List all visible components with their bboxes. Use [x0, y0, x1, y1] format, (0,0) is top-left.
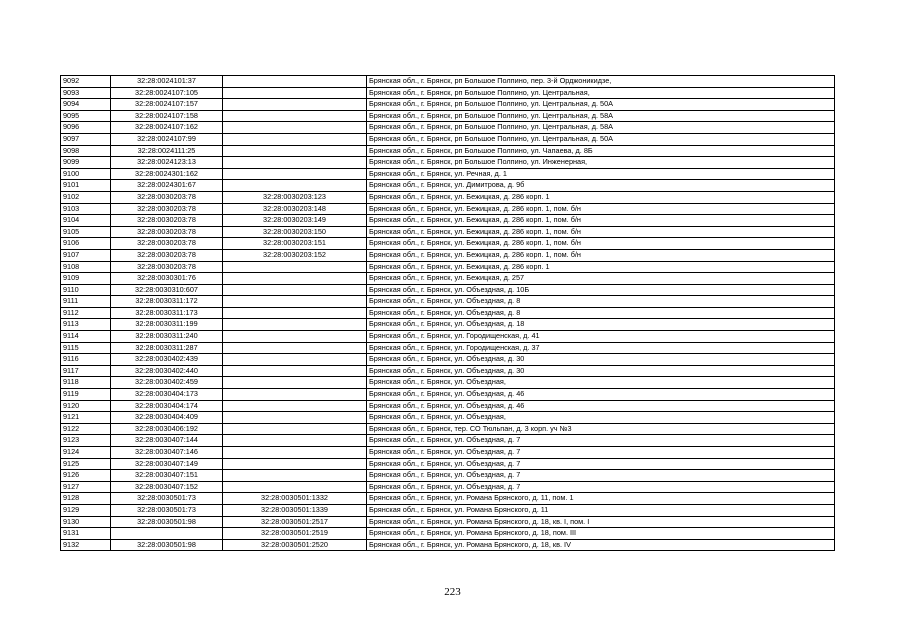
- related-cadastral-number-cell: [223, 435, 367, 447]
- cadastral-number-cell: 32:28:0030311:172: [111, 296, 223, 308]
- address-cell: Брянская обл., г. Брянск, ул. Городищенская, д. 41: [367, 331, 835, 343]
- table-row: [61, 412, 835, 424]
- address-cell: Брянская обл., г. Брянск, ул. Объездная, д. 7: [367, 481, 835, 493]
- address-cell: Брянская обл., г. Брянск, рп Большое Полпино, ул. Центральная, д. 50А: [367, 99, 835, 111]
- table-row: [61, 319, 835, 331]
- cadastral-number-cell: 32:28:0024101:37: [111, 76, 223, 88]
- table-row: [61, 365, 835, 377]
- related-cadastral-number-cell: [223, 389, 367, 401]
- table-row: [61, 528, 835, 540]
- cadastral-number-cell: 32:28:0030406:192: [111, 423, 223, 435]
- record-number-cell: 9130: [61, 516, 111, 528]
- related-cadastral-number-cell: 32:28:0030501:2519: [223, 528, 367, 540]
- record-number-cell: 9120: [61, 400, 111, 412]
- cadastral-number-cell: 32:28:0030407:146: [111, 447, 223, 459]
- cadastral-number-cell: 32:28:0030310:607: [111, 284, 223, 296]
- cadastral-number-cell: 32:28:0030402:459: [111, 377, 223, 389]
- related-cadastral-number-cell: [223, 470, 367, 482]
- record-number-cell: 9108: [61, 261, 111, 273]
- table-row: [61, 458, 835, 470]
- cadastral-number-cell: 32:28:0030203:78: [111, 261, 223, 273]
- address-cell: Брянская обл., г. Брянск, ул. Городищенская, д. 37: [367, 342, 835, 354]
- cadastral-number-cell: 32:28:0030402:439: [111, 354, 223, 366]
- address-cell: Брянская обл., г. Брянск, ул. Бежицкая, д. 257: [367, 273, 835, 285]
- address-cell: Брянская обл., г. Брянск, ул. Объездная, д. 18: [367, 319, 835, 331]
- cadastral-number-cell: 32:28:0030404:409: [111, 412, 223, 424]
- related-cadastral-number-cell: 32:28:0030203:149: [223, 215, 367, 227]
- cadastral-number-cell: 32:28:0030407:149: [111, 458, 223, 470]
- table-row: [61, 516, 835, 528]
- record-number-cell: 9127: [61, 481, 111, 493]
- record-number-cell: 9111: [61, 296, 111, 308]
- record-number-cell: 9096: [61, 122, 111, 134]
- address-cell: Брянская обл., г. Брянск, рп Большое Полпино, ул. Центральная,: [367, 87, 835, 99]
- cadastral-number-cell: 32:28:0024107:158: [111, 110, 223, 122]
- cadastral-number-cell: 32:28:0024107:162: [111, 122, 223, 134]
- cadastral-number-cell: 32:28:0030501:73: [111, 493, 223, 505]
- related-cadastral-number-cell: [223, 296, 367, 308]
- table-row: [61, 191, 835, 203]
- cadastral-number-cell: 32:28:0030407:151: [111, 470, 223, 482]
- record-number-cell: 9126: [61, 470, 111, 482]
- address-cell: Брянская обл., г. Брянск, ул. Бежицкая, д. 286 корп. 1, пом. б/н: [367, 215, 835, 227]
- record-number-cell: 9112: [61, 307, 111, 319]
- record-number-cell: 9097: [61, 133, 111, 145]
- record-number-cell: 9093: [61, 87, 111, 99]
- table-row: [61, 354, 835, 366]
- record-number-cell: 9109: [61, 273, 111, 285]
- record-number-cell: 9124: [61, 447, 111, 459]
- record-number-cell: 9100: [61, 168, 111, 180]
- record-number-cell: 9095: [61, 110, 111, 122]
- table-row: [61, 307, 835, 319]
- address-cell: Брянская обл., г. Брянск, ул. Объездная, д. 46: [367, 400, 835, 412]
- record-number-cell: 9094: [61, 99, 111, 111]
- table-row: [61, 539, 835, 551]
- table-row: [61, 157, 835, 169]
- cadastral-number-cell: 32:28:0030501:98: [111, 516, 223, 528]
- cadastral-number-cell: 32:28:0030203:78: [111, 203, 223, 215]
- related-cadastral-number-cell: [223, 157, 367, 169]
- related-cadastral-number-cell: [223, 145, 367, 157]
- table-row: [61, 400, 835, 412]
- cadastral-number-cell: 32:28:0024301:162: [111, 168, 223, 180]
- record-number-cell: 9107: [61, 249, 111, 261]
- related-cadastral-number-cell: 32:28:0030501:2517: [223, 516, 367, 528]
- related-cadastral-number-cell: 32:28:0030203:152: [223, 249, 367, 261]
- cadastral-number-cell: 32:28:0030203:78: [111, 249, 223, 261]
- table-row: [61, 435, 835, 447]
- table-row: [61, 296, 835, 308]
- record-number-cell: 9113: [61, 319, 111, 331]
- cadastral-number-cell: 32:28:0024107:157: [111, 99, 223, 111]
- record-number-cell: 9110: [61, 284, 111, 296]
- register-table-body: [61, 76, 835, 551]
- address-cell: Брянская обл., г. Брянск, ул. Объездная, д. 8: [367, 296, 835, 308]
- record-number-cell: 9129: [61, 504, 111, 516]
- table-row: [61, 110, 835, 122]
- record-number-cell: 9122: [61, 423, 111, 435]
- related-cadastral-number-cell: [223, 331, 367, 343]
- table-row: [61, 168, 835, 180]
- address-cell: Брянская обл., г. Брянск, ул. Бежицкая, д. 286 корп. 1, пом. б/н: [367, 226, 835, 238]
- record-number-cell: 9116: [61, 354, 111, 366]
- related-cadastral-number-cell: 32:28:0030203:151: [223, 238, 367, 250]
- related-cadastral-number-cell: [223, 99, 367, 111]
- table-row: [61, 447, 835, 459]
- cadastral-number-cell: 32:28:0030203:78: [111, 226, 223, 238]
- address-cell: Брянская обл., г. Брянск, ул. Бежицкая, д. 286 корп. 1, пом. б/н: [367, 249, 835, 261]
- address-cell: Брянская обл., г. Брянск, ул. Димитрова, д. 9б: [367, 180, 835, 192]
- address-cell: Брянская обл., г. Брянск, ул. Объездная, д. 30: [367, 354, 835, 366]
- record-number-cell: 9128: [61, 493, 111, 505]
- record-number-cell: 9131: [61, 528, 111, 540]
- related-cadastral-number-cell: [223, 412, 367, 424]
- related-cadastral-number-cell: [223, 261, 367, 273]
- table-row: [61, 133, 835, 145]
- address-cell: Брянская обл., г. Брянск, ул. Романа Брянского, д. 11: [367, 504, 835, 516]
- related-cadastral-number-cell: [223, 273, 367, 285]
- record-number-cell: 9121: [61, 412, 111, 424]
- cadastral-number-cell: 32:28:0024107:105: [111, 87, 223, 99]
- table-row: [61, 423, 835, 435]
- cadastral-number-cell: 32:28:0030407:144: [111, 435, 223, 447]
- cadastral-number-cell: 32:28:0030404:174: [111, 400, 223, 412]
- related-cadastral-number-cell: [223, 458, 367, 470]
- table-row: [61, 342, 835, 354]
- record-number-cell: 9114: [61, 331, 111, 343]
- related-cadastral-number-cell: [223, 400, 367, 412]
- table-row: [61, 493, 835, 505]
- address-cell: Брянская обл., г. Брянск, ул. Объездная,: [367, 377, 835, 389]
- table-row: [61, 377, 835, 389]
- table-row: [61, 273, 835, 285]
- table-row: [61, 215, 835, 227]
- address-cell: Брянская обл., г. Брянск, ул. Речная, д. 1: [367, 168, 835, 180]
- table-row: [61, 470, 835, 482]
- record-number-cell: 9132: [61, 539, 111, 551]
- cadastral-number-cell: 32:28:0024123:13: [111, 157, 223, 169]
- cadastral-number-cell: 32:28:0030501:73: [111, 504, 223, 516]
- related-cadastral-number-cell: [223, 377, 367, 389]
- record-number-cell: 9119: [61, 389, 111, 401]
- address-cell: Брянская обл., г. Брянск, ул. Объездная, д. 10Б: [367, 284, 835, 296]
- cadastral-number-cell: 32:28:0030203:78: [111, 238, 223, 250]
- address-cell: Брянская обл., г. Брянск, ул. Романа Брянского, д. 18, пом. III: [367, 528, 835, 540]
- cadastral-number-cell: 32:28:0030311:287: [111, 342, 223, 354]
- record-number-cell: 9123: [61, 435, 111, 447]
- cadastral-number-cell: 32:28:0030311:199: [111, 319, 223, 331]
- table-row: [61, 284, 835, 296]
- table-row: [61, 261, 835, 273]
- record-number-cell: 9102: [61, 191, 111, 203]
- related-cadastral-number-cell: 32:28:0030203:148: [223, 203, 367, 215]
- address-cell: Брянская обл., г. Брянск, ул. Объездная,: [367, 412, 835, 424]
- table-row: [61, 76, 835, 88]
- table-row: [61, 389, 835, 401]
- address-cell: Брянская обл., г. Брянск, рп Большое Полпино, ул. Инженерная,: [367, 157, 835, 169]
- address-cell: Брянская обл., г. Брянск, ул. Бежицкая, д. 286 корп. 1, пом. б/н: [367, 203, 835, 215]
- record-number-cell: 9125: [61, 458, 111, 470]
- related-cadastral-number-cell: [223, 133, 367, 145]
- related-cadastral-number-cell: [223, 342, 367, 354]
- address-cell: Брянская обл., г. Брянск, ул. Объездная, д. 8: [367, 307, 835, 319]
- cadastral-number-cell: 32:28:0024111:25: [111, 145, 223, 157]
- related-cadastral-number-cell: 32:28:0030501:1332: [223, 493, 367, 505]
- related-cadastral-number-cell: 32:28:0030203:123: [223, 191, 367, 203]
- address-cell: Брянская обл., г. Брянск, ул. Объездная, д. 7: [367, 447, 835, 459]
- table-row: [61, 87, 835, 99]
- related-cadastral-number-cell: [223, 423, 367, 435]
- record-number-cell: 9098: [61, 145, 111, 157]
- cadastral-number-cell: 32:28:0024301:67: [111, 180, 223, 192]
- table-row: [61, 249, 835, 261]
- table-row: [61, 226, 835, 238]
- related-cadastral-number-cell: [223, 110, 367, 122]
- table-row: [61, 203, 835, 215]
- table-row: [61, 504, 835, 516]
- table-row: [61, 99, 835, 111]
- address-cell: Брянская обл., г. Брянск, ул. Объездная, д. 30: [367, 365, 835, 377]
- related-cadastral-number-cell: [223, 307, 367, 319]
- record-number-cell: 9105: [61, 226, 111, 238]
- address-cell: Брянская обл., г. Брянск, ул. Бежицкая, д. 286 корп. 1: [367, 191, 835, 203]
- address-cell: Брянская обл., г. Брянск, тер. СО Тюльпан, д. 3 корп. уч №3: [367, 423, 835, 435]
- record-number-cell: 9106: [61, 238, 111, 250]
- record-number-cell: 9099: [61, 157, 111, 169]
- address-cell: Брянская обл., г. Брянск, рп Большое Полпино, ул. Чапаева, д. 8Б: [367, 145, 835, 157]
- address-cell: Брянская обл., г. Брянск, ул. Романа Брянского, д. 11, пом. 1: [367, 493, 835, 505]
- address-cell: Брянская обл., г. Брянск, рп Большое Полпино, ул. Центральная, д. 58А: [367, 122, 835, 134]
- related-cadastral-number-cell: 32:28:0030501:2520: [223, 539, 367, 551]
- related-cadastral-number-cell: [223, 354, 367, 366]
- related-cadastral-number-cell: [223, 365, 367, 377]
- cadastral-number-cell: 32:28:0030311:173: [111, 307, 223, 319]
- address-cell: Брянская обл., г. Брянск, ул. Бежицкая, д. 286 корп. 1, пом. б/н: [367, 238, 835, 250]
- register-table: [60, 75, 835, 551]
- related-cadastral-number-cell: [223, 87, 367, 99]
- related-cadastral-number-cell: [223, 481, 367, 493]
- record-number-cell: 9115: [61, 342, 111, 354]
- related-cadastral-number-cell: [223, 122, 367, 134]
- table-row: [61, 180, 835, 192]
- address-cell: Брянская обл., г. Брянск, рп Большое Полпино, пер. 3-й Орджоникидзе,: [367, 76, 835, 88]
- table-row: [61, 145, 835, 157]
- record-number-cell: 9103: [61, 203, 111, 215]
- cadastral-number-cell: [111, 528, 223, 540]
- record-number-cell: 9092: [61, 76, 111, 88]
- address-cell: Брянская обл., г. Брянск, ул. Объездная, д. 7: [367, 435, 835, 447]
- cadastral-number-cell: 32:28:0030203:78: [111, 191, 223, 203]
- page-number: 223: [444, 586, 461, 598]
- record-number-cell: 9118: [61, 377, 111, 389]
- related-cadastral-number-cell: [223, 319, 367, 331]
- address-cell: Брянская обл., г. Брянск, ул. Объездная, д. 46: [367, 389, 835, 401]
- table-row: [61, 238, 835, 250]
- cadastral-number-cell: 32:28:0030311:240: [111, 331, 223, 343]
- related-cadastral-number-cell: 32:28:0030501:1339: [223, 504, 367, 516]
- related-cadastral-number-cell: [223, 168, 367, 180]
- table-row: [61, 122, 835, 134]
- address-cell: Брянская обл., г. Брянск, рп Большое Полпино, ул. Центральная, д. 58А: [367, 110, 835, 122]
- cadastral-number-cell: 32:28:0030404:173: [111, 389, 223, 401]
- address-cell: Брянская обл., г. Брянск, рп Большое Полпино, ул. Центральная, д. 50А: [367, 133, 835, 145]
- record-number-cell: 9101: [61, 180, 111, 192]
- related-cadastral-number-cell: [223, 180, 367, 192]
- cadastral-number-cell: 32:28:0030301:76: [111, 273, 223, 285]
- table-row: [61, 331, 835, 343]
- address-cell: Брянская обл., г. Брянск, ул. Объездная, д. 7: [367, 470, 835, 482]
- address-cell: Брянская обл., г. Брянск, ул. Романа Брянского, д. 18, кв. IV: [367, 539, 835, 551]
- related-cadastral-number-cell: [223, 284, 367, 296]
- cadastral-number-cell: 32:28:0030407:152: [111, 481, 223, 493]
- table-row: [61, 481, 835, 493]
- address-cell: Брянская обл., г. Брянск, ул. Объездная, д. 7: [367, 458, 835, 470]
- cadastral-number-cell: 32:28:0024107:99: [111, 133, 223, 145]
- record-number-cell: 9104: [61, 215, 111, 227]
- cadastral-number-cell: 32:28:0030402:440: [111, 365, 223, 377]
- record-number-cell: 9117: [61, 365, 111, 377]
- related-cadastral-number-cell: [223, 76, 367, 88]
- address-cell: Брянская обл., г. Брянск, ул. Романа Брянского, д. 18, кв. I, пом. I: [367, 516, 835, 528]
- cadastral-number-cell: 32:28:0030501:98: [111, 539, 223, 551]
- related-cadastral-number-cell: 32:28:0030203:150: [223, 226, 367, 238]
- related-cadastral-number-cell: [223, 447, 367, 459]
- cadastral-number-cell: 32:28:0030203:78: [111, 215, 223, 227]
- address-cell: Брянская обл., г. Брянск, ул. Бежицкая, д. 286 корп. 1: [367, 261, 835, 273]
